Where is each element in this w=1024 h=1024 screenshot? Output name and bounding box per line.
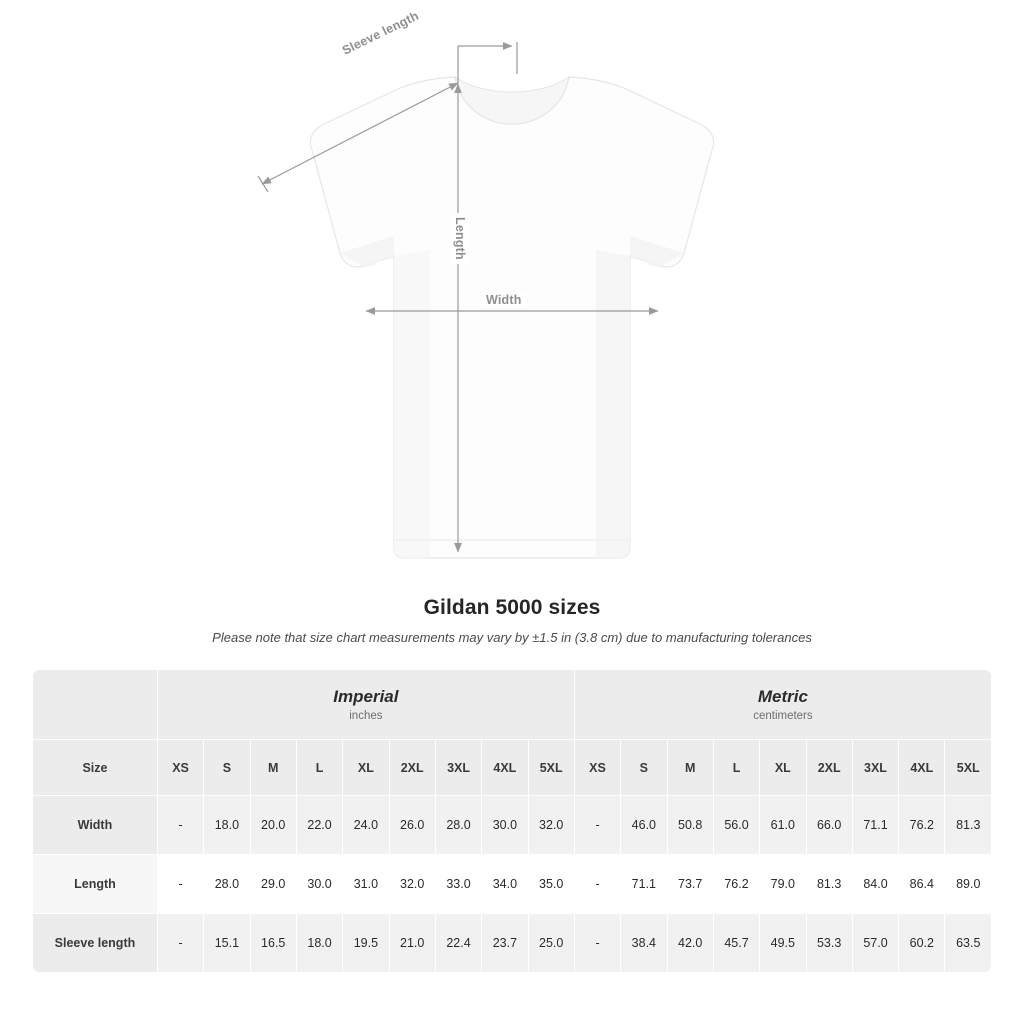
cell-sleeve-imperial-3xl: 22.4 — [435, 914, 481, 973]
cell-length-imperial-xs: - — [157, 855, 203, 914]
cell-length-imperial-m: 29.0 — [250, 855, 296, 914]
cell-sleeve-imperial-xs: - — [157, 914, 203, 973]
cell-length-metric-5xl: 89.0 — [945, 855, 992, 914]
cell-sleeve-metric-xs: - — [574, 914, 620, 973]
size-header-row — [33, 740, 992, 796]
size-header-metric-2xl: 2XL — [806, 740, 852, 796]
width-dimension-label: Width — [482, 292, 526, 308]
cell-length-metric-xl: 79.0 — [760, 855, 806, 914]
cell-sleeve-metric-3xl: 57.0 — [852, 914, 898, 973]
cell-width-metric-m: 50.8 — [667, 796, 713, 855]
cell-width-imperial-m: 20.0 — [250, 796, 296, 855]
cell-width-metric-3xl: 71.1 — [852, 796, 898, 855]
cell-width-imperial-s: 18.0 — [204, 796, 250, 855]
cell-sleeve-metric-4xl: 60.2 — [899, 914, 945, 973]
cell-sleeve-imperial-4xl: 23.7 — [482, 914, 528, 973]
size-header-metric-3xl: 3XL — [852, 740, 898, 796]
cell-sleeve-metric-m: 42.0 — [667, 914, 713, 973]
cell-sleeve-metric-xl: 49.5 — [760, 914, 806, 973]
cell-width-metric-5xl: 81.3 — [945, 796, 992, 855]
title-block — [0, 596, 1024, 645]
unit-header-corner — [33, 670, 158, 740]
cell-sleeve-imperial-l: 18.0 — [296, 914, 342, 973]
cell-length-metric-m: 73.7 — [667, 855, 713, 914]
cell-width-metric-xl: 61.0 — [760, 796, 806, 855]
cell-sleeve-imperial-2xl: 21.0 — [389, 914, 435, 973]
cell-length-imperial-s: 28.0 — [204, 855, 250, 914]
table-row — [33, 855, 992, 914]
cell-width-imperial-4xl: 30.0 — [482, 796, 528, 855]
size-header-metric-5xl: 5XL — [945, 740, 992, 796]
cell-width-imperial-l: 22.0 — [296, 796, 342, 855]
cell-width-metric-s: 46.0 — [621, 796, 667, 855]
cell-length-metric-xs: - — [574, 855, 620, 914]
cell-width-imperial-xl: 24.0 — [343, 796, 389, 855]
cell-width-imperial-xs: - — [157, 796, 203, 855]
unit-header-imperial — [157, 670, 574, 740]
unit-metric-name: Metric — [757, 687, 808, 706]
size-table — [32, 669, 992, 973]
size-header-imperial-2xl: 2XL — [389, 740, 435, 796]
cell-width-metric-xs: - — [574, 796, 620, 855]
cell-sleeve-metric-l: 45.7 — [713, 914, 759, 973]
size-header-metric-4xl: 4XL — [899, 740, 945, 796]
cell-sleeve-imperial-5xl: 25.0 — [528, 914, 574, 973]
cell-length-metric-4xl: 86.4 — [899, 855, 945, 914]
cell-sleeve-metric-2xl: 53.3 — [806, 914, 852, 973]
cell-length-imperial-3xl: 33.0 — [435, 855, 481, 914]
cell-width-imperial-3xl: 28.0 — [435, 796, 481, 855]
cell-sleeve-metric-s: 38.4 — [621, 914, 667, 973]
cell-length-metric-2xl: 81.3 — [806, 855, 852, 914]
cell-sleeve-imperial-xl: 19.5 — [343, 914, 389, 973]
row-label-width: Width — [33, 796, 158, 855]
cell-width-metric-2xl: 66.0 — [806, 796, 852, 855]
size-header-imperial-s: S — [204, 740, 250, 796]
size-header-imperial-m: M — [250, 740, 296, 796]
cell-sleeve-metric-5xl: 63.5 — [945, 914, 992, 973]
size-header-metric-m: M — [667, 740, 713, 796]
size-header-metric-xs: XS — [574, 740, 620, 796]
cell-length-imperial-l: 30.0 — [296, 855, 342, 914]
cell-sleeve-imperial-s: 15.1 — [204, 914, 250, 973]
length-dimension-label: Length — [452, 213, 468, 264]
cell-length-imperial-2xl: 32.0 — [389, 855, 435, 914]
cell-length-imperial-4xl: 34.0 — [482, 855, 528, 914]
unit-metric-sub: centimeters — [753, 710, 813, 722]
row-label-length: Length — [33, 855, 158, 914]
table-row — [33, 796, 992, 855]
cell-sleeve-imperial-m: 16.5 — [250, 914, 296, 973]
sleeve-length-dimension-label: Sleeve length — [336, 6, 425, 60]
row-label-sleeve-length: Sleeve length — [33, 914, 158, 973]
cell-width-imperial-2xl: 26.0 — [389, 796, 435, 855]
tolerance-note: Please note that size chart measurements may vary by ±1.5 in (3.8 cm) due to manufacturing tolerances — [212, 630, 812, 645]
cell-length-imperial-5xl: 35.0 — [528, 855, 574, 914]
size-header-imperial-xl: XL — [343, 740, 389, 796]
size-header-metric-xl: XL — [760, 740, 806, 796]
cell-length-metric-s: 71.1 — [621, 855, 667, 914]
size-column-label: Size — [33, 740, 158, 796]
unit-header-metric — [574, 670, 991, 740]
page-title: Gildan 5000 sizes — [423, 596, 601, 619]
size-header-metric-l: L — [713, 740, 759, 796]
cell-length-imperial-xl: 31.0 — [343, 855, 389, 914]
cell-width-imperial-5xl: 32.0 — [528, 796, 574, 855]
unit-header-row — [33, 670, 992, 740]
table-row — [33, 914, 992, 973]
size-header-metric-s: S — [621, 740, 667, 796]
cell-width-metric-l: 56.0 — [713, 796, 759, 855]
size-header-imperial-xs: XS — [157, 740, 203, 796]
size-header-imperial-5xl: 5XL — [528, 740, 574, 796]
unit-imperial-name: Imperial — [333, 687, 399, 706]
size-table-container — [32, 669, 992, 973]
cell-width-metric-4xl: 76.2 — [899, 796, 945, 855]
cell-length-metric-3xl: 84.0 — [852, 855, 898, 914]
size-header-imperial-3xl: 3XL — [435, 740, 481, 796]
size-header-imperial-4xl: 4XL — [482, 740, 528, 796]
size-header-imperial-l: L — [296, 740, 342, 796]
unit-imperial-sub: inches — [349, 710, 383, 722]
cell-length-metric-l: 76.2 — [713, 855, 759, 914]
